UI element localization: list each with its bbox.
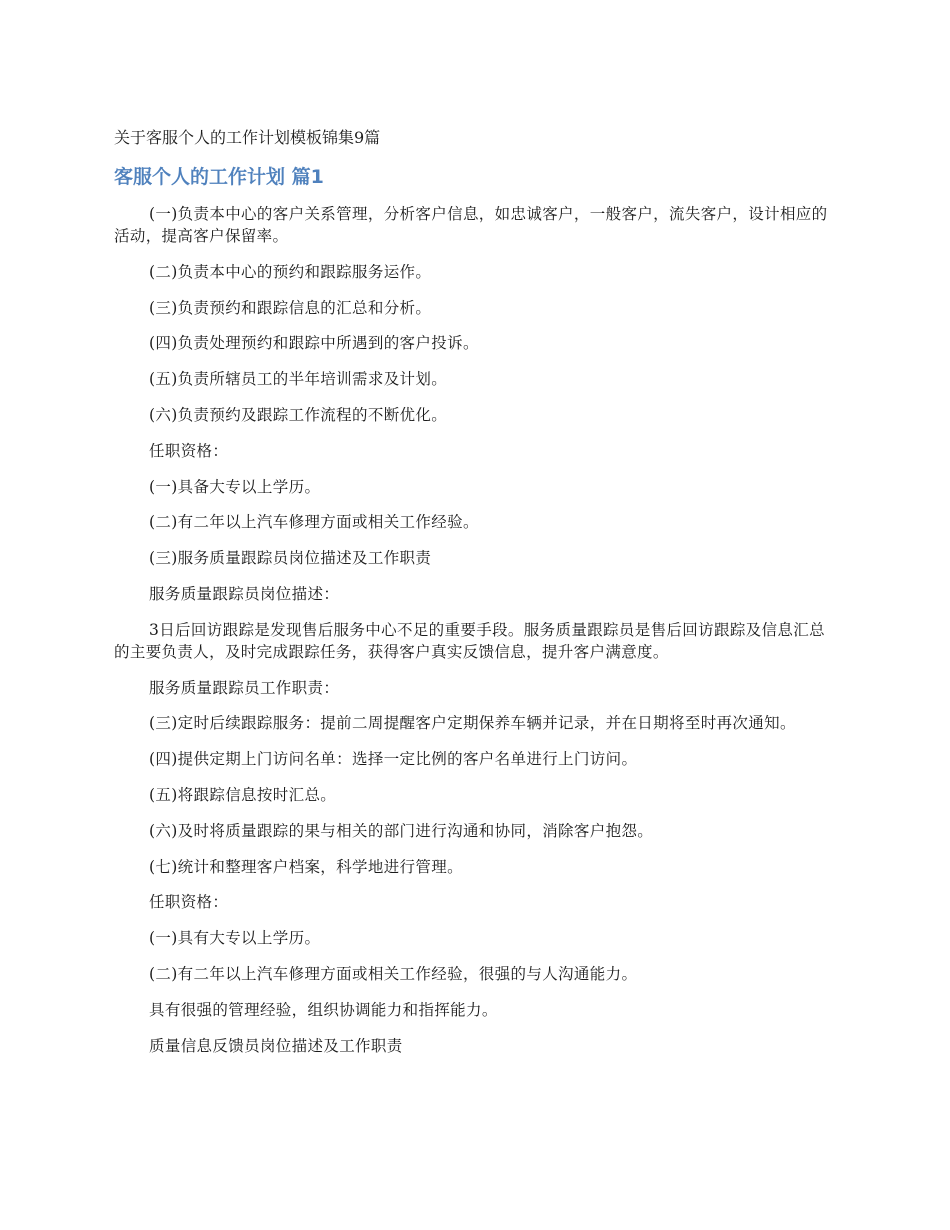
paragraph: (二)有二年以上汽车修理方面或相关工作经验，很强的与人沟通能力。 bbox=[149, 964, 638, 983]
paragraph: (一)负责本中心的客户关系管理，分析客户信息，如忠诚客户，一般客户，流失客户，设计相应的活动，提高客户保留率。 bbox=[114, 205, 828, 245]
document-title: 关于客服个人的工作计划模板锦集9篇 bbox=[114, 128, 381, 147]
paragraph: (七)统计和整理客户档案，科学地进行管理。 bbox=[149, 857, 463, 876]
paragraph: (四)提供定期上门访问名单：选择一定比例的客户名单进行上门访问。 bbox=[149, 750, 638, 769]
paragraph: (二)有二年以上汽车修理方面或相关工作经验。 bbox=[149, 513, 479, 532]
paragraph: (五)将跟踪信息按时汇总。 bbox=[149, 785, 337, 804]
paragraph: 服务质量跟踪员工作职责： bbox=[149, 678, 340, 697]
document-body bbox=[114, 203, 840, 1070]
paragraph: (六)及时将质量跟踪的果与相关的部门进行沟通和协同，消除客户抱怨。 bbox=[149, 821, 654, 840]
paragraph: (二)负责本中心的预约和跟踪服务运作。 bbox=[149, 262, 432, 281]
paragraph: (一)具备大专以上学历。 bbox=[149, 477, 321, 496]
paragraph: (三)负责预约和跟踪信息的汇总和分析。 bbox=[149, 298, 432, 317]
paragraph: 任职资格： bbox=[149, 893, 229, 912]
paragraph: 任职资格： bbox=[149, 441, 229, 460]
paragraph: 服务质量跟踪员岗位描述： bbox=[149, 584, 340, 603]
paragraph: (四)负责处理预约和跟踪中所遇到的客户投诉。 bbox=[149, 334, 479, 353]
section-heading: 客服个人的工作计划 篇1 bbox=[114, 166, 324, 188]
paragraph: (三)定时后续跟踪服务：提前二周提醒客户定期保养车辆并记录，并在日期将至时再次通知。 bbox=[149, 714, 796, 733]
paragraph: (五)负责所辖员工的半年培训需求及计划。 bbox=[149, 370, 448, 389]
paragraph: 3日后回访跟踪是发现售后服务中心不足的重要手段。服务质量跟踪员是售后回访跟踪及信息汇总的主要负责人，及时完成跟踪任务，获得客户真实反馈信息，提升客户满意度。 bbox=[114, 620, 825, 661]
paragraph: 质量信息反馈员岗位描述及工作职责 bbox=[149, 1036, 403, 1055]
paragraph: (六)负责预约及跟踪工作流程的不断优化。 bbox=[149, 405, 448, 424]
paragraph: 具有很强的管理经验，组织协调能力和指挥能力。 bbox=[149, 1000, 498, 1019]
paragraph: (三)服务质量跟踪员岗位描述及工作职责 bbox=[149, 549, 432, 568]
paragraph: (一)具有大专以上学历。 bbox=[149, 929, 321, 948]
